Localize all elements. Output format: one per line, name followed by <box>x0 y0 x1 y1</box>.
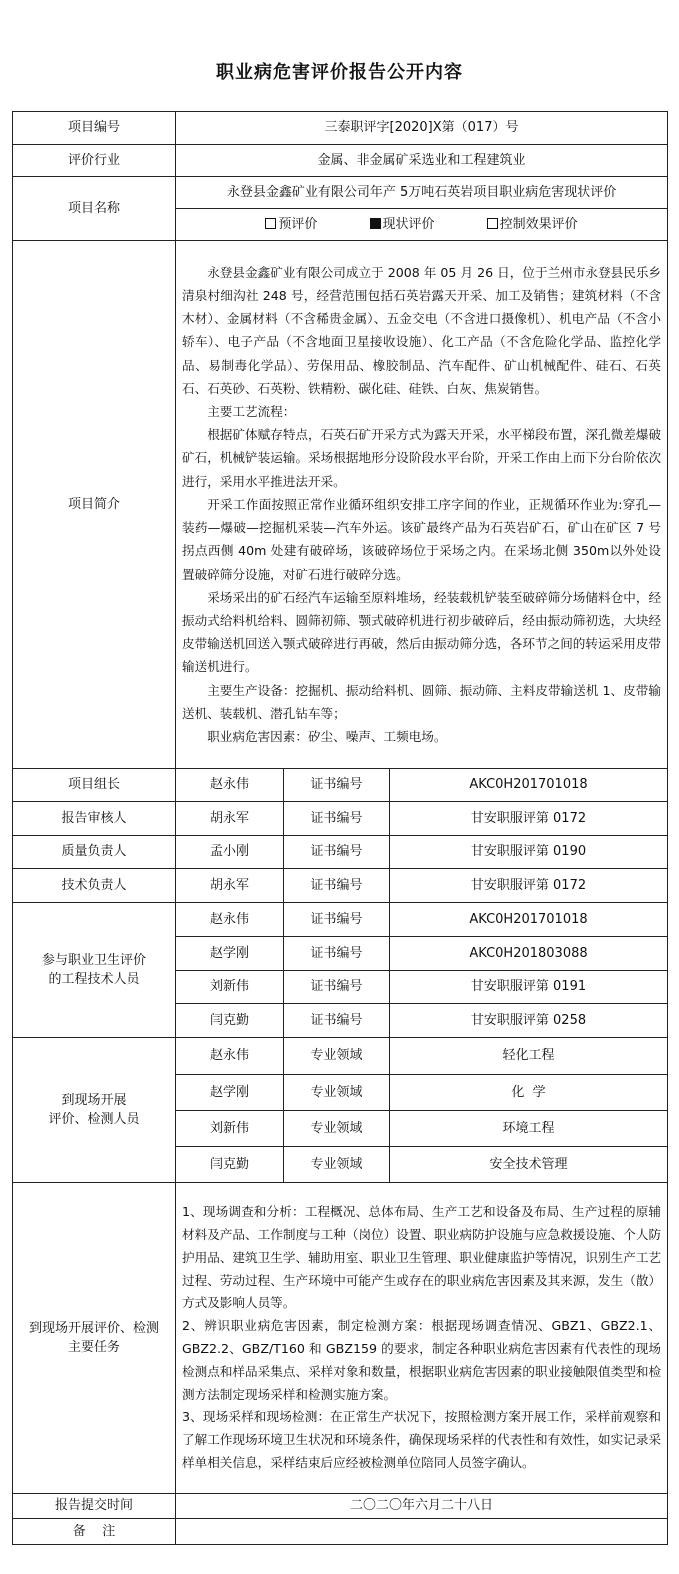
option-pre-eval[interactable]: 预评价 <box>265 215 317 235</box>
tasks-label: 到现场开展评价、检测 主要任务 <box>13 1183 176 1494</box>
summary-paragraph: 永登县金鑫矿业有限公司成立于 2008 年 05 月 26 日，位于兰州市永登县民乐乡清泉村细沟社 248 号，经营范围包括石英岩露天开采、加工及销售；建筑材料（不含木材）、金属材料（不含稀贵金属）、五金交电（不含进口摄像机）、机电产品（不含小轿车）、电子产品（不含地面卫星接收设施）、化工产品（不含危险化学品、监控化学品、易制毒化学品）、劳保用品、橡胶制品、汽车配件、矿山机械配件、硅石、石英石、石英砂、石英粉、铁精粉、碳化硅、硅铁、白灰、焦炭销售。 <box>182 264 662 396</box>
industry-label: 评价行业 <box>13 145 176 177</box>
summary-paragraph: 主要生产设备：挖掘机、振动给料机、圆筛、振动筛、主料皮带输送机 1、皮带输送机、装载机、潜孔钻车等； <box>182 682 662 721</box>
staff-name: 闫克勤 <box>176 1147 284 1183</box>
quality-name: 孟小刚 <box>176 836 284 869</box>
checkbox-checked-icon <box>370 218 381 229</box>
task-item: 1、现场调查和分析：工程概况、总体布局、生产工艺和设备及布局、生产过程的原辅材料及产品、工作制度与工种（岗位）设置、职业病防护设施与应急救援设施、个人防护用品、建筑卫生学、辅助用室、职业卫生管理、职业健康监护等情况，识别生产工艺过程、劳动过程、生产环境中可能产生或存在的职业病危害因素及其来源，发生（散）方式及影响人员等。 <box>182 1204 662 1311</box>
staff-field-label: 专业领域 <box>284 1111 390 1147</box>
summary-paragraph: 开采工作面按照正常作业循环组织安排工序字间的作业，正规循环作业为:穿孔—装药—爆破—挖掘机采装—汽车外运。该矿最终产品为石英岩矿石，矿山在矿区 7 号拐点西侧 40m 处建有破碎场，该破碎场位于采场之内。在采场北侧 350m以外处设置破碎筛分设施，对矿石进行破碎分选。 <box>182 496 662 582</box>
engineers-label: 参与职业卫生评价的工程技术人员 <box>13 903 176 1038</box>
quality-cert: 甘安职服评第 0190 <box>390 836 668 869</box>
leader-cert: AKC0H201701018 <box>390 769 668 802</box>
reviewer-cert-label: 证书编号 <box>284 802 390 836</box>
reviewer-label: 报告审核人 <box>13 802 176 836</box>
row-quality <box>13 836 668 869</box>
industry-value: 金属、非金属矿采选业和工程建筑业 <box>176 145 668 177</box>
technical-label: 技术负责人 <box>13 869 176 903</box>
summary-paragraph: 根据矿体赋存特点，石英石矿开采方式为露天开采，水平梯段布置，深孔微差爆破矿石，机械铲装运输。采场根据地形分设阶段水平台阶，开采工作由上而下分台阶依次进行，采用水平推进法开采。 <box>182 427 662 489</box>
summary-paragraph: 职业病危害因素：矽尘、噪声、工频电场。 <box>207 728 447 744</box>
project-name-label: 项目名称 <box>13 177 176 241</box>
reviewer-name: 胡永军 <box>176 802 284 836</box>
row-remarks <box>13 1519 668 1545</box>
staff-field-label: 专业领域 <box>284 1038 390 1075</box>
summary-paragraph: 主要工艺流程： <box>207 404 296 420</box>
page-title: 职业病危害评价报告公开内容 <box>216 62 463 83</box>
engineer-cert: AKC0H201803088 <box>390 937 668 971</box>
engineer-cert: 甘安职服评第 0258 <box>390 1004 668 1038</box>
staff-field: 化 学 <box>390 1075 668 1111</box>
quality-cert-label: 证书编号 <box>284 836 390 869</box>
row-industry <box>13 145 668 177</box>
remarks-label: 备 注 <box>13 1519 176 1545</box>
staff-name: 赵永伟 <box>176 1038 284 1075</box>
engineer-name: 刘新伟 <box>176 971 284 1004</box>
row-reviewer <box>13 802 668 836</box>
engineer-cert-label: 证书编号 <box>284 971 390 1004</box>
engineer-cert-label: 证书编号 <box>284 903 390 937</box>
task-item: 2、辨识职业病危害因素，制定检测方案：根据现场调查情况、GBZ1、GBZ2.1、GBZ2.2、GBZ/T160 和 GBZ159 的要求，制定各种职业病危害因素有代表性的现场检测点和样品采集点、采样对象和数量，根据职业病危害因素的职业接触限值类型和检测方法制定现场采样和检测实施方案。 <box>182 1318 662 1402</box>
staff-field: 安全技术管理 <box>390 1147 668 1183</box>
eval-type-options <box>176 209 668 241</box>
engineer-name: 赵学刚 <box>176 937 284 971</box>
row-project-name <box>13 177 668 209</box>
engineer-name: 赵永伟 <box>176 903 284 937</box>
submit-value: 二〇二〇年六月二十八日 <box>176 1494 668 1519</box>
checkbox-icon <box>265 218 276 229</box>
technical-cert-label: 证书编号 <box>284 869 390 903</box>
row-submit <box>13 1494 668 1519</box>
row-onsite-staff <box>13 1038 668 1075</box>
tasks-text <box>176 1183 668 1494</box>
staff-name: 刘新伟 <box>176 1111 284 1147</box>
reviewer-cert: 甘安职服评第 0172 <box>390 802 668 836</box>
remarks-value <box>176 1519 668 1545</box>
row-leader <box>13 769 668 802</box>
option-status-eval[interactable]: 现状评价 <box>370 215 435 235</box>
leader-label: 项目组长 <box>13 769 176 802</box>
project-no-value: 三泰职评字[2020]X第（017）号 <box>176 112 668 145</box>
row-tasks <box>13 1183 668 1494</box>
leader-name: 赵永伟 <box>176 769 284 802</box>
summary-text <box>176 241 668 769</box>
summary-label: 项目简介 <box>13 241 176 769</box>
row-project-no <box>13 112 668 145</box>
project-name-value: 永登县金鑫矿业有限公司年产 5万吨石英岩项目职业病危害现状评价 <box>176 177 668 209</box>
checkbox-icon <box>487 218 498 229</box>
submit-label: 报告提交时间 <box>13 1494 176 1519</box>
staff-field: 环境工程 <box>390 1111 668 1147</box>
option-control-eval[interactable]: 控制效果评价 <box>487 215 578 235</box>
staff-field-label: 专业领域 <box>284 1075 390 1111</box>
staff-name: 赵学刚 <box>176 1075 284 1111</box>
technical-cert: 甘安职服评第 0172 <box>390 869 668 903</box>
engineer-cert: AKC0H201701018 <box>390 903 668 937</box>
task-item: 3、现场采样和现场检测：在正常生产状况下，按照检测方案开展工作，采样前观察和了解工作现场环境卫生状况和环境条件，确保现场采样的代表性和有效性，如实记录采样单相关信息，采样结束后应经被检测单位陪同人员签字确认。 <box>182 1409 662 1470</box>
staff-field-label: 专业领域 <box>284 1147 390 1183</box>
engineer-cert-label: 证书编号 <box>284 937 390 971</box>
project-no-label: 项目编号 <box>13 112 176 145</box>
row-engineer <box>13 903 668 937</box>
quality-label: 质量负责人 <box>13 836 176 869</box>
staff-field: 轻化工程 <box>390 1038 668 1075</box>
summary-paragraph: 采场采出的矿石经汽车运输至原料堆场，经装载机铲装至破碎筛分场储料仓中，经振动式给料机给料、圆筛初筛、颚式破碎机进行初步破碎后，经由振动筛初选，大块经皮带输送机回送入颚式破碎进行再破，然后由振动筛分选，各环节之间的转运采用皮带输送机进行。 <box>182 589 662 675</box>
engineer-cert: 甘安职服评第 0191 <box>390 971 668 1004</box>
technical-name: 胡永军 <box>176 869 284 903</box>
report-table <box>12 111 668 1545</box>
row-summary <box>13 241 668 769</box>
onsite-staff-label: 到现场开展 评价、检测人员 <box>13 1038 176 1183</box>
leader-cert-label: 证书编号 <box>284 769 390 802</box>
engineer-cert-label: 证书编号 <box>284 1004 390 1038</box>
row-technical <box>13 869 668 903</box>
engineer-name: 闫克勤 <box>176 1004 284 1038</box>
